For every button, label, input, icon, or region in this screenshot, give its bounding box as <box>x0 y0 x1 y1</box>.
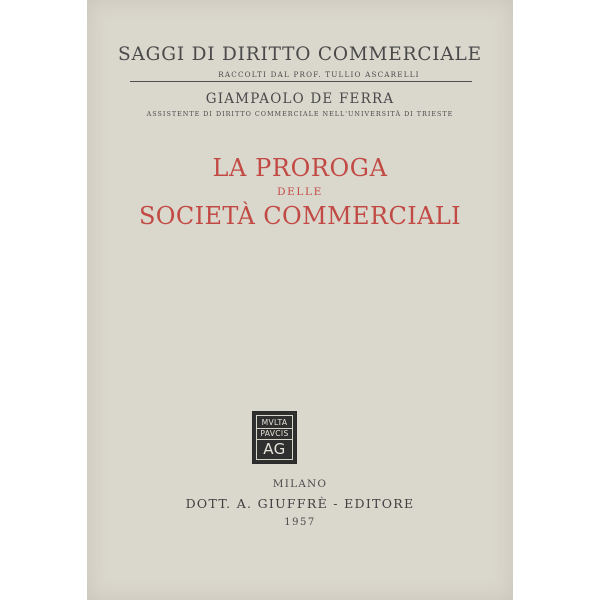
book-title-line-2: DELLE <box>277 186 323 198</box>
divider-rule <box>130 81 472 82</box>
book-title-line-1: LA PROROGA <box>212 154 388 182</box>
imprint-year: 1957 <box>284 517 316 528</box>
series-editor-line: RACCOLTI DAL PROF. TULLIO ASCARELLI <box>218 70 420 79</box>
logo-monogram: AG <box>263 440 286 458</box>
imprint-publisher: DOTT. A. GIUFFRÈ - EDITORE <box>185 496 415 511</box>
author-affiliation: ASSISTENTE DI DIRITTO COMMERCIALE NELL'UNIVERSITÀ DI TRIESTE <box>146 110 454 118</box>
author-name: GIAMPAOLO DE FERRA <box>205 91 395 107</box>
logo-motto-line-1: MVLTA <box>261 418 288 427</box>
publisher-logo <box>252 411 297 464</box>
book-title-page <box>87 0 513 600</box>
logo-motto-line-2: PAVCIS <box>260 429 289 438</box>
series-title: SAGGI DI DIRITTO COMMERCIALE <box>118 44 482 65</box>
publisher-logo-frame <box>256 415 293 460</box>
imprint-city: MILANO <box>272 478 328 490</box>
book-title-line-3: SOCIETÀ COMMERCIALI <box>138 202 462 230</box>
